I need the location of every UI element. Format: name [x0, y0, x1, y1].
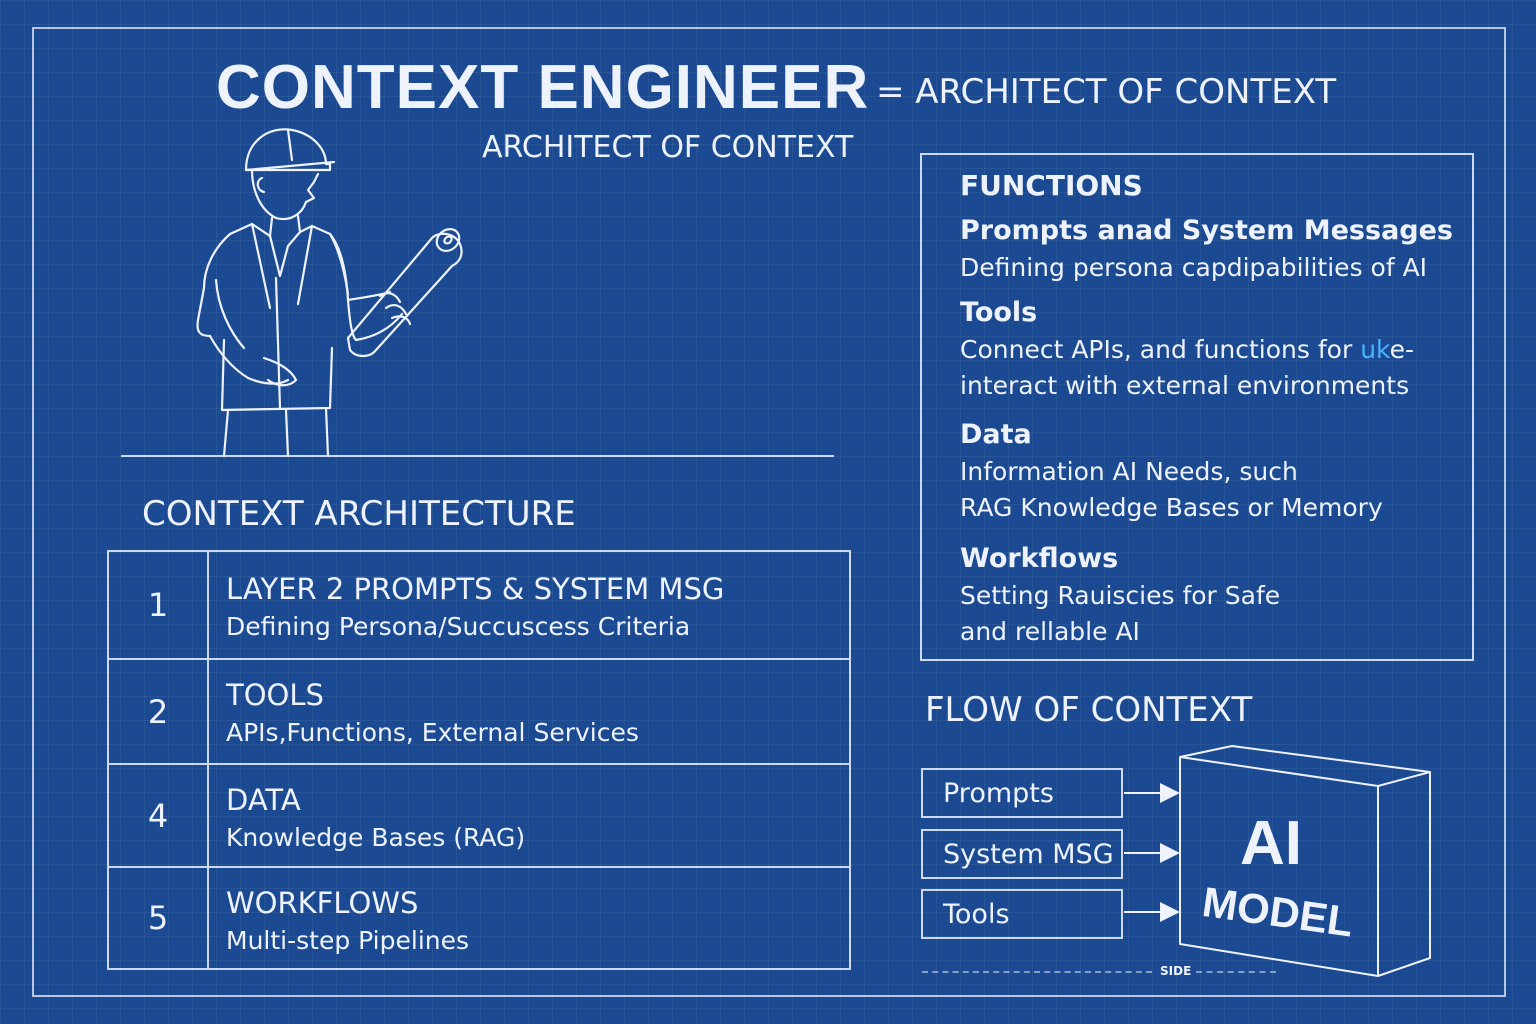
page-title-suffix: = ARCHITECT OF CONTEXT — [876, 72, 1337, 112]
side-dashed-line — [922, 971, 1152, 973]
function-description: Defining persona capdipabilities of AI — [960, 253, 1428, 282]
ai-model-label-ai: AI — [1240, 809, 1302, 878]
function-description: and rellable AI — [960, 617, 1140, 646]
function-title: Prompts anad System Messages — [960, 215, 1454, 246]
layer-number: 1 — [109, 552, 209, 658]
layer-number: 4 — [109, 765, 209, 866]
layer-number: 5 — [109, 868, 209, 968]
function-title: Workflows — [960, 543, 1119, 574]
layer-description: Defining Persona/Succuscess Criteria — [226, 612, 691, 641]
function-title: Data — [960, 419, 1032, 450]
function-description: interact with external environments — [960, 371, 1410, 400]
layer-title: LAYER 2 PROMPTS & SYSTEM MSG — [226, 572, 725, 606]
function-description: Information AI Needs, such — [960, 457, 1298, 486]
function-description: RAG Knowledge Bases or Memory — [960, 493, 1383, 522]
ai-model-label-model: MODEL — [1199, 878, 1357, 946]
context-architecture-heading: CONTEXT ARCHITECTURE — [142, 494, 576, 534]
page-subtitle: ARCHITECT OF CONTEXT — [482, 130, 854, 165]
layer-description: APIs,Functions, External Services — [226, 718, 639, 747]
function-description: Connect APIs, and functions for uke- — [960, 335, 1415, 364]
layer-description: Multi-step Pipelines — [226, 926, 470, 955]
page-title: CONTEXT ENGINEER — [216, 53, 870, 122]
flow-input-system-msg: System MSG — [921, 829, 1123, 879]
function-description: Setting Rauiscies for Safe — [960, 581, 1281, 610]
arrow-right-icon — [1124, 793, 1178, 912]
layer-description: Knowledge Bases (RAG) — [226, 823, 526, 852]
layer-title: TOOLS — [226, 678, 324, 712]
functions-heading: FUNCTIONS — [960, 169, 1143, 202]
layer-title: DATA — [226, 783, 301, 817]
flow-input-prompts: Prompts — [921, 768, 1123, 818]
flow-input-tools: Tools — [921, 889, 1123, 939]
function-title: Tools — [960, 297, 1038, 328]
layer-title: WORKFLOWS — [226, 886, 419, 920]
ai-model-box-icon — [1180, 746, 1430, 976]
side-label: SIDE — [1160, 964, 1192, 978]
side-dashed-line — [1196, 971, 1276, 973]
layer-number: 2 — [109, 660, 209, 763]
flow-of-context-heading: FLOW OF CONTEXT — [925, 690, 1253, 730]
